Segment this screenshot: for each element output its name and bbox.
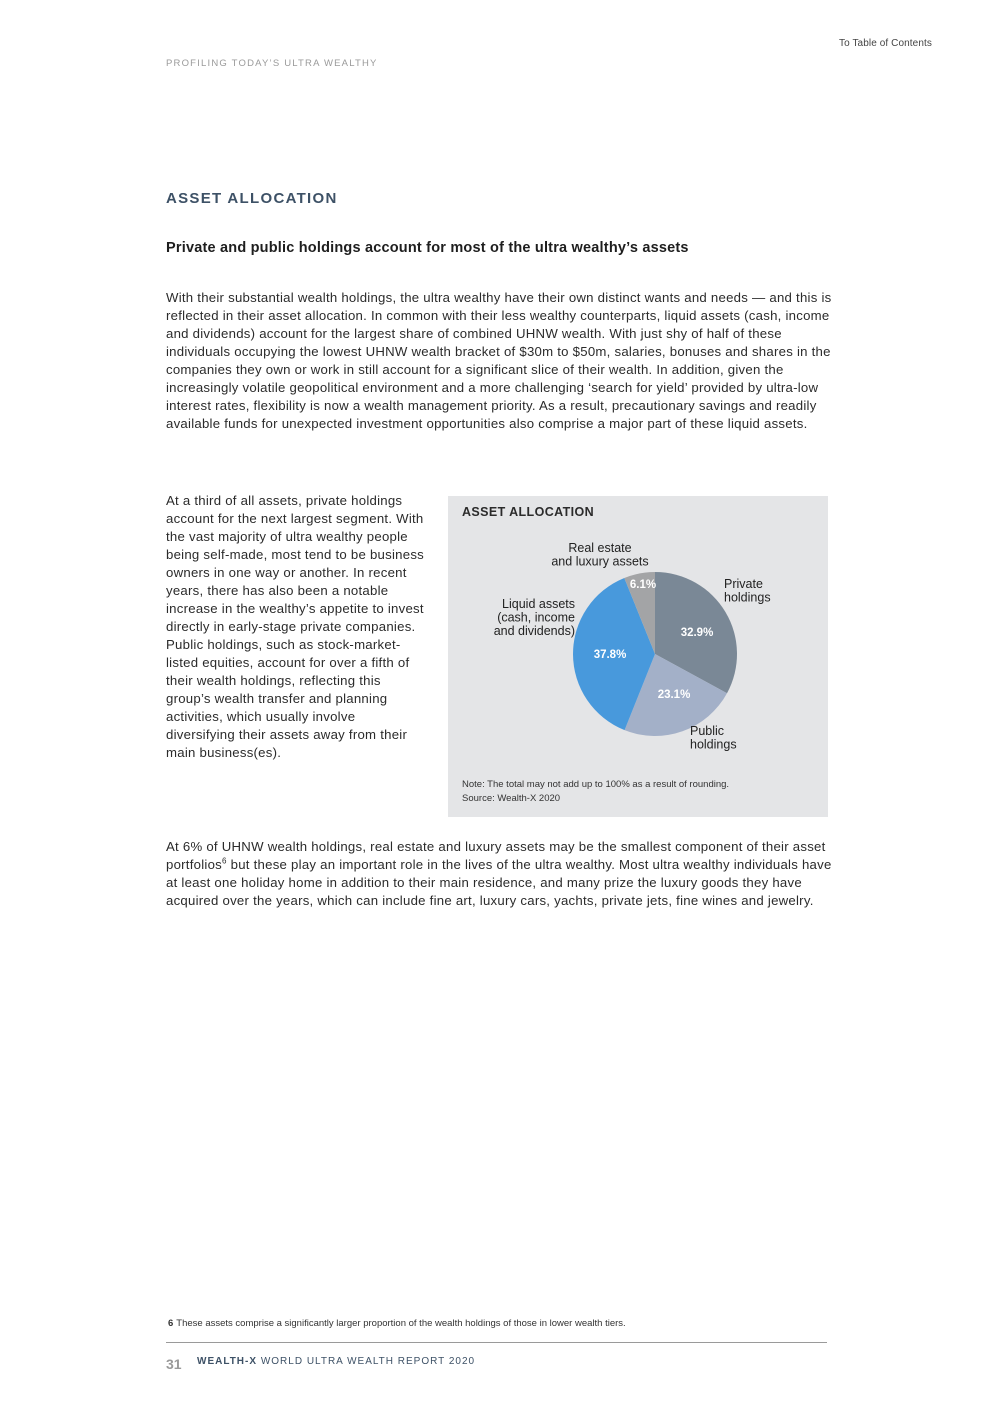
- body-paragraph-real-estate: [166, 838, 834, 910]
- footer-report-title: [197, 1356, 475, 1367]
- para3-text-before: At 6% of UHNW wealth holdings, real estate and luxury assets may be the smallest component of their asset portfolios: [166, 839, 826, 872]
- footer-brand: WEALTH-X: [197, 1356, 258, 1367]
- pie-category-label: [690, 724, 737, 752]
- running-header: PROFILING TODAY’S ULTRA WEALTHY: [166, 58, 378, 69]
- pie-value-label: 32.9%: [680, 627, 714, 639]
- body-paragraph-private-public-holdings: At a third of all assets, private holdings account for the next largest segment. With the vast majority of ultra wealthy people being self-made, most tend to be business owners in one way or another. In recent years, there has also been a notable increase in the wealthy’s appetite to invest directly in early-stage private companies. Public holdings, such as stock-market-listed equities, account for over a fifth of their wealth holdings, reflecting this group’s wealth transfer and planning activities, which usually involve diversifying their assets away from their main business(es).: [166, 493, 425, 760]
- pie-category-label-line: Real estate: [568, 541, 632, 555]
- pie-category-label-line: holdings: [690, 737, 737, 752]
- footnote-reference[interactable]: 6: [222, 856, 227, 866]
- chart-source: Source: Wealth-X 2020: [462, 793, 561, 804]
- footnote-number: 6: [168, 1318, 174, 1329]
- body-paragraph-liquid-assets: With their substantial wealth holdings, the ultra wealthy have their own distinct wants and needs — and this is reflected in their asset allocation. In common with their less wealthy counterparts, liquid assets (cash, income and dividends) account for the largest share of combined UHNW wealth. With just shy of half of these individuals occupying the lowest UHNW wealth bracket of $30m to $50m, salaries, bonuses and shares in the companies they own or work in still account for a significant slice of their wealth. In addition, given the increasingly volatile geopolitical environment and a more challenging ‘search for yield’ provided by ultra-low interest rates, flexibility is now a wealth management priority. As a result, precautionary savings and readily available funds for unexpected investment opportunities also comprise a major part of these liquid assets.: [166, 290, 832, 431]
- footnote-text: These assets comprise a significantly larger proportion of the wealth holdings of those in lower wealth tiers.: [176, 1318, 626, 1329]
- pie-category-label: [724, 577, 771, 605]
- pie-category-label-line: Public: [690, 724, 725, 738]
- pie-category-label: [494, 597, 575, 638]
- asset-allocation-chart: [448, 496, 828, 817]
- pie-category-label: [551, 541, 648, 569]
- pie-value-label: 23.1%: [657, 689, 691, 701]
- pie-category-label-line: and dividends): [493, 624, 575, 638]
- pie-value-label: 6.1%: [629, 579, 657, 591]
- chart-footnotes: [462, 778, 729, 806]
- chart-title: ASSET ALLOCATION: [462, 505, 595, 519]
- pie-category-label-line: holdings: [724, 590, 771, 605]
- footer-report-name: WORLD ULTRA WEALTH REPORT 2020: [260, 1356, 476, 1367]
- section-heading: ASSET ALLOCATION: [166, 190, 338, 207]
- pie-category-label-line: (cash, income: [497, 610, 575, 625]
- table-of-contents-link[interactable]: To Table of Contents: [839, 38, 932, 49]
- page-number: 31: [166, 1356, 182, 1372]
- pie-chart-svg: [448, 496, 828, 776]
- pie-category-label-line: and luxury assets: [551, 554, 649, 569]
- pie-category-label-line: Liquid assets: [502, 597, 575, 611]
- footer-divider: [166, 1342, 827, 1343]
- section-subheading: Private and public holdings account for most of the ultra wealthy’s assets: [166, 240, 689, 256]
- para3-text-after: but these play an important role in the lives of the ultra wealthy. Most ultra wealthy individuals have at least one holiday home in addition to their main residence, and many prize the luxury goods they have acquired over the years, which can include fine art, luxury cars, yachts, private jets, fine wines and jewelry.: [166, 857, 832, 908]
- pie-category-label-line: Private: [724, 577, 763, 591]
- pie-value-label: 37.8%: [593, 649, 627, 661]
- chart-note: Note: The total may not add up to 100% as a result of rounding.: [462, 779, 730, 790]
- footnote: [168, 1318, 626, 1329]
